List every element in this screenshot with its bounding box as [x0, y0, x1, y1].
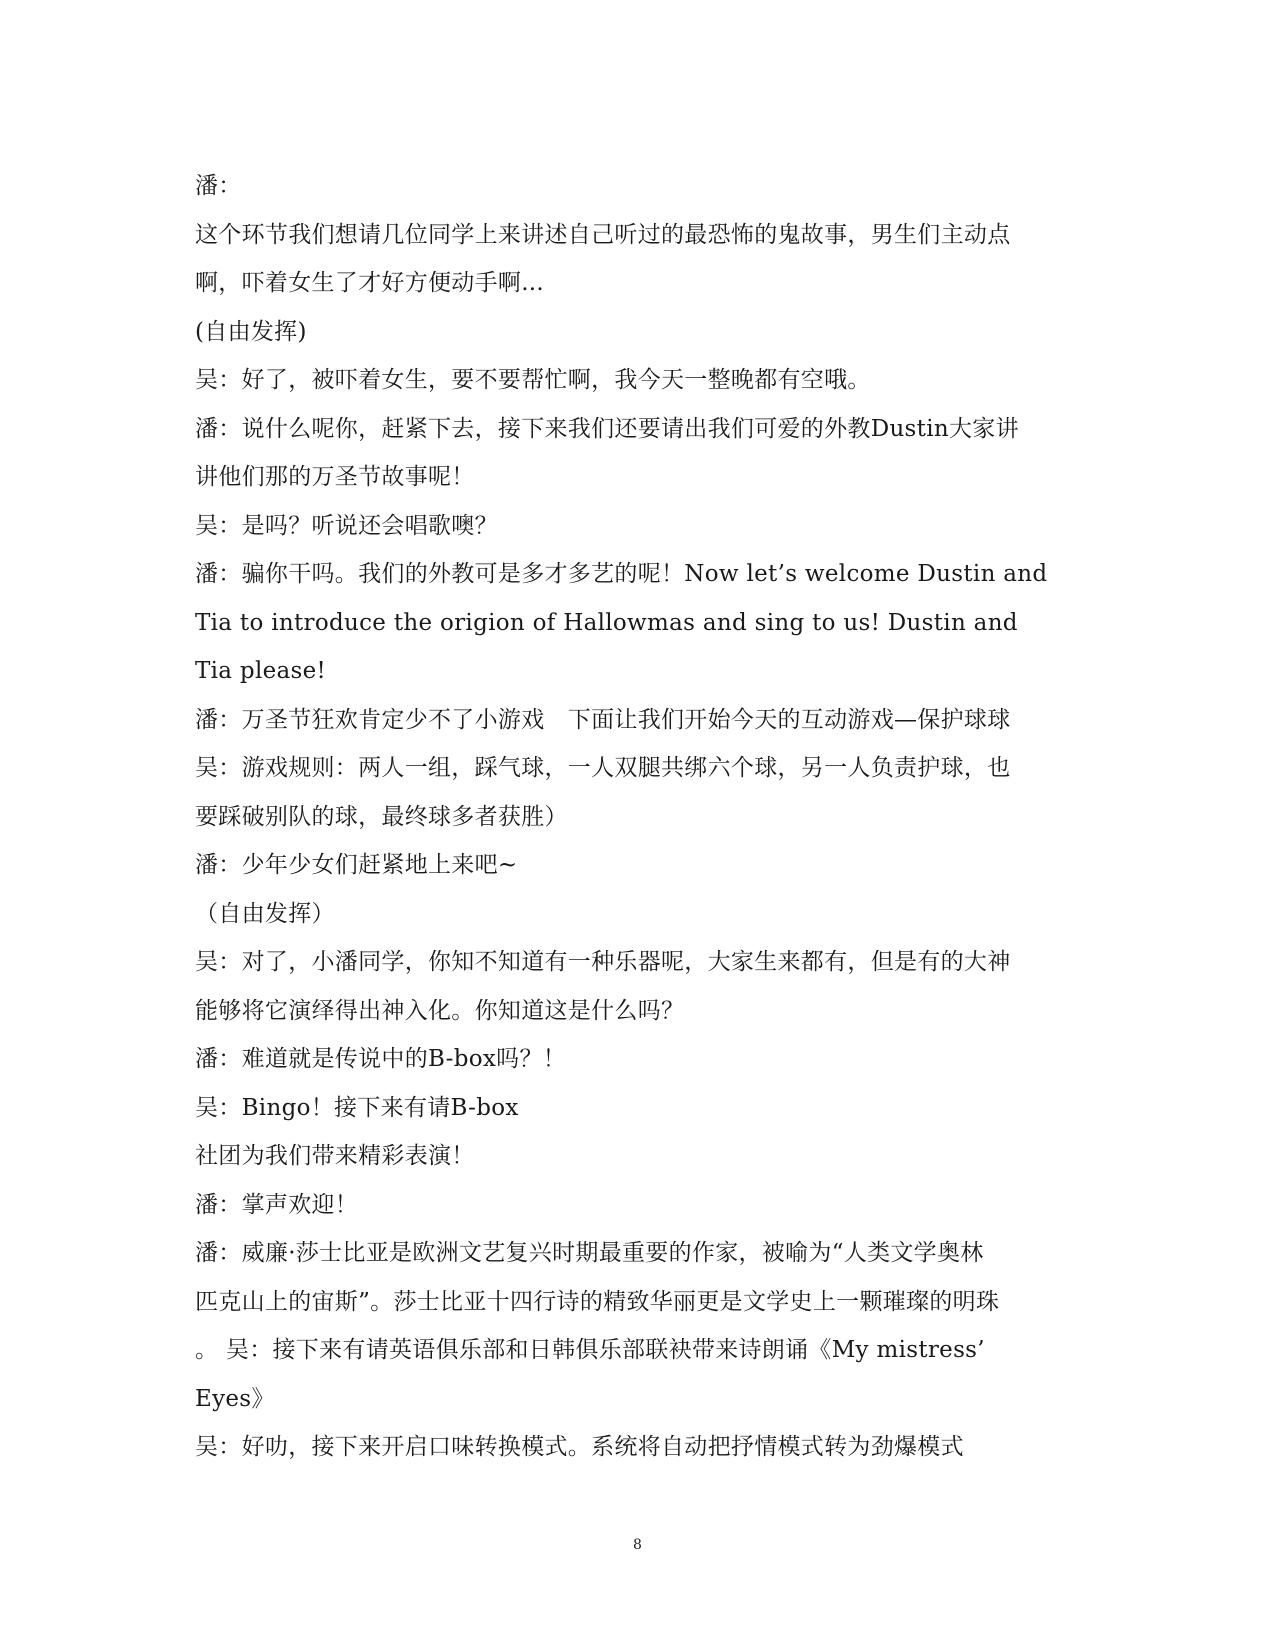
text-line: 潘：少年少女们赶紧地上来吧~: [195, 852, 518, 878]
text-line: 社团为我们带来精彩表演！: [195, 1143, 475, 1169]
text-line: 能够将它演绎得出神入化。你知道这是什么吗？: [195, 997, 685, 1024]
text-line: 吴：好叻，接下来开启口味转换模式。系统将自动把抒情模式转为劲爆模式: [195, 1434, 964, 1460]
text-line: 潘：骗你干吗。我们的外教可是多才多艺的呢！Now let’s welcome Dustin and: [195, 561, 1048, 587]
text-line: 匹克山上的宙斯”。莎士比亚十四行诗的精致华丽更是文学史上一颗璀璨的明珠: [195, 1288, 1000, 1315]
text-line: Eyes》: [195, 1385, 275, 1412]
page-number: 8: [633, 1537, 642, 1553]
text-line: 吴：是吗？听说还会唱歌噢？: [195, 512, 498, 539]
text-line: 潘：威廉·莎士比亚是欧洲文艺复兴时期最重要的作家，被喻为“人类文学奥林: [195, 1240, 984, 1266]
text-line: 潘：万圣节狂欢肯定少不了小游戏 下面让我们开始今天的互动游戏—保护球球: [195, 706, 1011, 733]
document-body: [195, 162, 1075, 1472]
text-line: 潘：掌声欢迎！: [195, 1191, 359, 1218]
text-line: 要踩破别队的球，最终球多者获胜）: [195, 803, 568, 830]
text-line: 吴：游戏规则：两人一组，踩气球，一人双腿共绑六个球，另一人负责护球，也: [195, 755, 1011, 781]
text-line: 潘：说什么呢你，赶紧下去，接下来我们还要请出我们可爱的外教Dustin大家讲: [195, 415, 1019, 442]
text-line: 啊，吓着女生了才好方便动手啊...: [195, 270, 545, 296]
text-line: 吴：对了，小潘同学，你知不知道有一种乐器呢，大家生来都有，但是有的大神: [195, 949, 1011, 975]
text-line: 潘：难道就是传说中的B-box吗？！: [195, 1046, 567, 1072]
text-line: 吴：Bingo！接下来有请B-box: [195, 1094, 519, 1121]
text-line: (自由发挥): [195, 318, 307, 345]
text-line: 。 吴：接下来有请英语俱乐部和日韩俱乐部联袂带来诗朗诵《My mistress’: [195, 1337, 985, 1363]
text-line: 吴：好了，被吓着女生，要不要帮忙啊，我今天一整晚都有空哦。: [195, 367, 871, 393]
text-line: （自由发挥）: [195, 900, 335, 927]
text-line: Tia to introduce the origion of Hallowmas and sing to us! Dustin and: [195, 609, 1018, 636]
text-line: 这个环节我们想请几位同学上来讲述自己听过的最恐怖的鬼故事，男生们主动点: [195, 221, 1011, 248]
text-line: Tia please!: [195, 658, 327, 684]
text-line: 潘：: [195, 173, 242, 199]
text-line: 讲他们那的万圣节故事呢！: [195, 464, 475, 490]
